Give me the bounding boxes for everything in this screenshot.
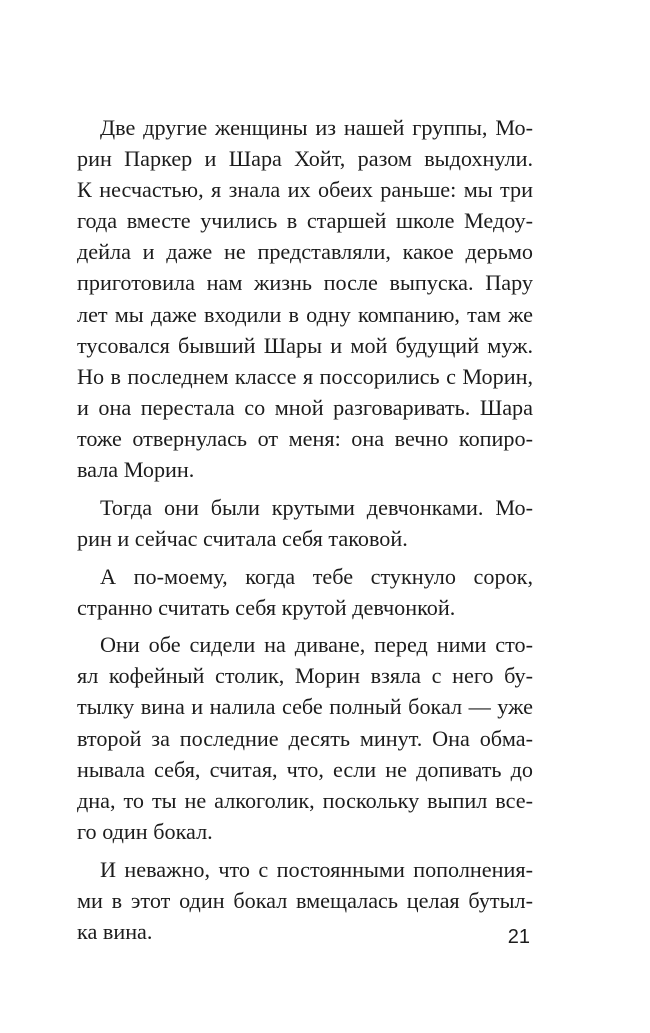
text-line: дна, то ты не алкоголик, поскольку выпил все- <box>77 787 533 813</box>
text-line: ял кофейный столик, Морин взяла с него бу- <box>77 663 533 689</box>
paragraph-3 <box>77 561 533 623</box>
text-line: приготовила нам жизнь после выпуска. Пару <box>77 270 533 296</box>
text-line: Две другие женщины из нашей группы, Мо- <box>100 115 533 140</box>
text-line: второй за последние десять минут. Она обма- <box>77 725 533 751</box>
text-line: И неважно, что с постоянными пополнения- <box>100 856 533 882</box>
text-line: Они обе сидели на диване, перед ними сто- <box>100 632 533 658</box>
text-line: тусовался бывший Шары и мой будущий муж. <box>77 332 533 358</box>
text-line: Тогда они были крутыми девчонками. Мо- <box>100 494 533 520</box>
text-line: года вместе учились в старшей школе Медоу- <box>77 208 533 234</box>
text-line: ми в этот один бокал вмещалась целая бутыл- <box>77 887 533 913</box>
paragraph-2 <box>77 492 533 554</box>
paragraph-4 <box>77 629 533 847</box>
paragraph-1 <box>77 112 533 485</box>
text-line: рин Паркер и Шара Хойт, разом выдохнули. <box>77 146 533 172</box>
text-line: К несчастью, я знала их обеих раньше: мы три <box>77 177 533 203</box>
text-line: странно считать себя крутой девчонкой. <box>77 594 456 620</box>
page-number: 21 <box>507 926 530 948</box>
text-line: дейла и даже не представляли, какое дерьмо <box>77 239 533 265</box>
text-line: тылку вина и налила себе полный бокал — уже <box>77 694 533 720</box>
text-line: нывала себя, считая, что, если не допивать до <box>77 756 533 782</box>
text-line: А по-моему, когда тебе стукнуло сорок, <box>100 563 533 589</box>
text-line: и она перестала со мной разговаривать. Шара <box>77 394 533 420</box>
text-line: го один бокал. <box>77 818 213 844</box>
body-text <box>77 112 533 953</box>
text-line: рин и сейчас считала себя таковой. <box>77 525 408 551</box>
paragraph-5 <box>77 854 533 947</box>
text-line: тоже отвернулась от меня: она вечно копиро- <box>77 425 533 451</box>
text-line: Но в последнем классе я поссорились с Морин, <box>77 363 533 389</box>
text-line: вала Морин. <box>77 457 195 483</box>
text-line: ка вина. <box>77 918 153 944</box>
text-line: лет мы даже входили в одну компанию, там же <box>77 301 533 327</box>
